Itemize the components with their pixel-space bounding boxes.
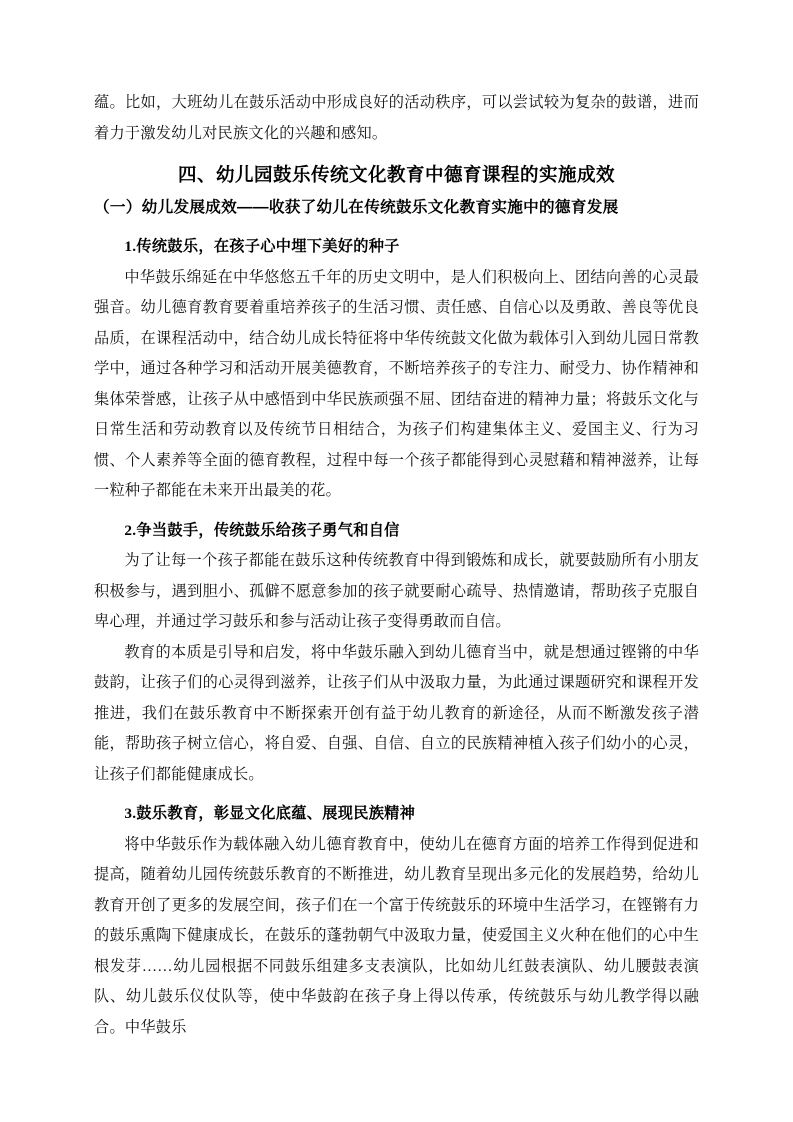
section-1-paragraph-1: 中华鼓乐绵延在中华悠悠五千年的历史文明中，是人们积极向上、团结向善的心灵最强音。幼儿德育教育要着重培养孩子的生活习惯、责任感、自信心以及勇敢、善良等优良品质，在课程活动中，结合幼儿成长特征将中华传统鼓文化做为载体引入到幼儿园日常教学中，通过各种学习和活动开展美德教育，不断培养孩子的专注力、耐受力、协作精神和集体荣誉感，让孩子从中感悟到中华民族顽强不屈、团结奋进的精神力量；将鼓乐文化与日常生活和劳动教育以及传统节日相结合，为孩子们构建集体主义、爱国主义、行为习惯、个人素养等全面的德育教程，过程中每一个孩子都能得到心灵慰藉和精神滋养，让每一粒种子都能在未来开出最美的花。: [94, 268, 699, 499]
section-2-paragraph-1: 为了让每一个孩子都能在鼓乐这种传统教育中得到锻炼和成长，就要鼓励所有小朋友积极参与，遇到胆小、孤僻不愿意参加的孩子就要耐心疏导、热情邀请，帮助孩子克服自卑心理，并通过学习鼓乐和参与活动让孩子变得勇敢而自信。: [94, 552, 699, 630]
section-3-paragraph-1: 将中华鼓乐作为载体融入幼儿德育教育中，使幼儿在德育方面的培养工作得到促进和提高，随着幼儿园传统鼓乐教育的不断推进，幼儿教育呈现出多元化的发展趋势，给幼儿教育开创了更多的发展空间，孩子们在一个富于传统鼓乐的环境中生活学习，在铿锵有力的鼓乐熏陶下健康成长，在鼓乐的蓬勃朝气中汲取力量，使爱国主义火种在他们的心中生根发芽……幼儿园根据不同鼓乐组建多支表演队，比如幼儿红鼓表演队、幼儿腰鼓表演队、幼儿鼓乐仪仗队等，使中华鼓韵在孩子身上得以传承，传统鼓乐与幼儿教学得以融合。中华鼓乐: [94, 835, 699, 1036]
subsection-heading: （一）幼儿发展成效——收获了幼儿在传统鼓乐文化教育实施中的德育发展: [94, 199, 619, 216]
section-heading: 四、幼儿园鼓乐传统文化教育中德育课程的实施成效: [177, 164, 615, 185]
point-heading-1: 1.传统鼓乐，在孩子心中埋下美好的种子: [124, 238, 400, 255]
point-heading-2: 2.争当鼓手，传统鼓乐给孩子勇气和自信: [124, 521, 400, 539]
paragraph-continuation: 蕴。比如，大班幼儿在鼓乐活动中形成良好的活动秩序，可以尝试较为复杂的鼓谱，进而着力于激发幼儿对民族文化的兴趣和感知。: [94, 94, 699, 142]
section-2-paragraph-2: 教育的本质是引导和启发，将中华鼓乐融入到幼儿德育当中，就是想通过铿锵的中华鼓韵，让孩子们的心灵得到滋养，让孩子们从中汲取力量，为此通过课题研究和课程开发推进，我们在鼓乐教育中不断探索开创有益于幼儿教育的新途径，从而不断激发孩子潜能，帮助孩子树立信心，将自爱、自强、自信、自立的民族精神植入孩子们幼小的心灵，让孩子们都能健康成长。: [94, 643, 699, 783]
point-heading-3: 3.鼓乐教育，彰显文化底蕴、展现民族精神: [124, 805, 416, 822]
